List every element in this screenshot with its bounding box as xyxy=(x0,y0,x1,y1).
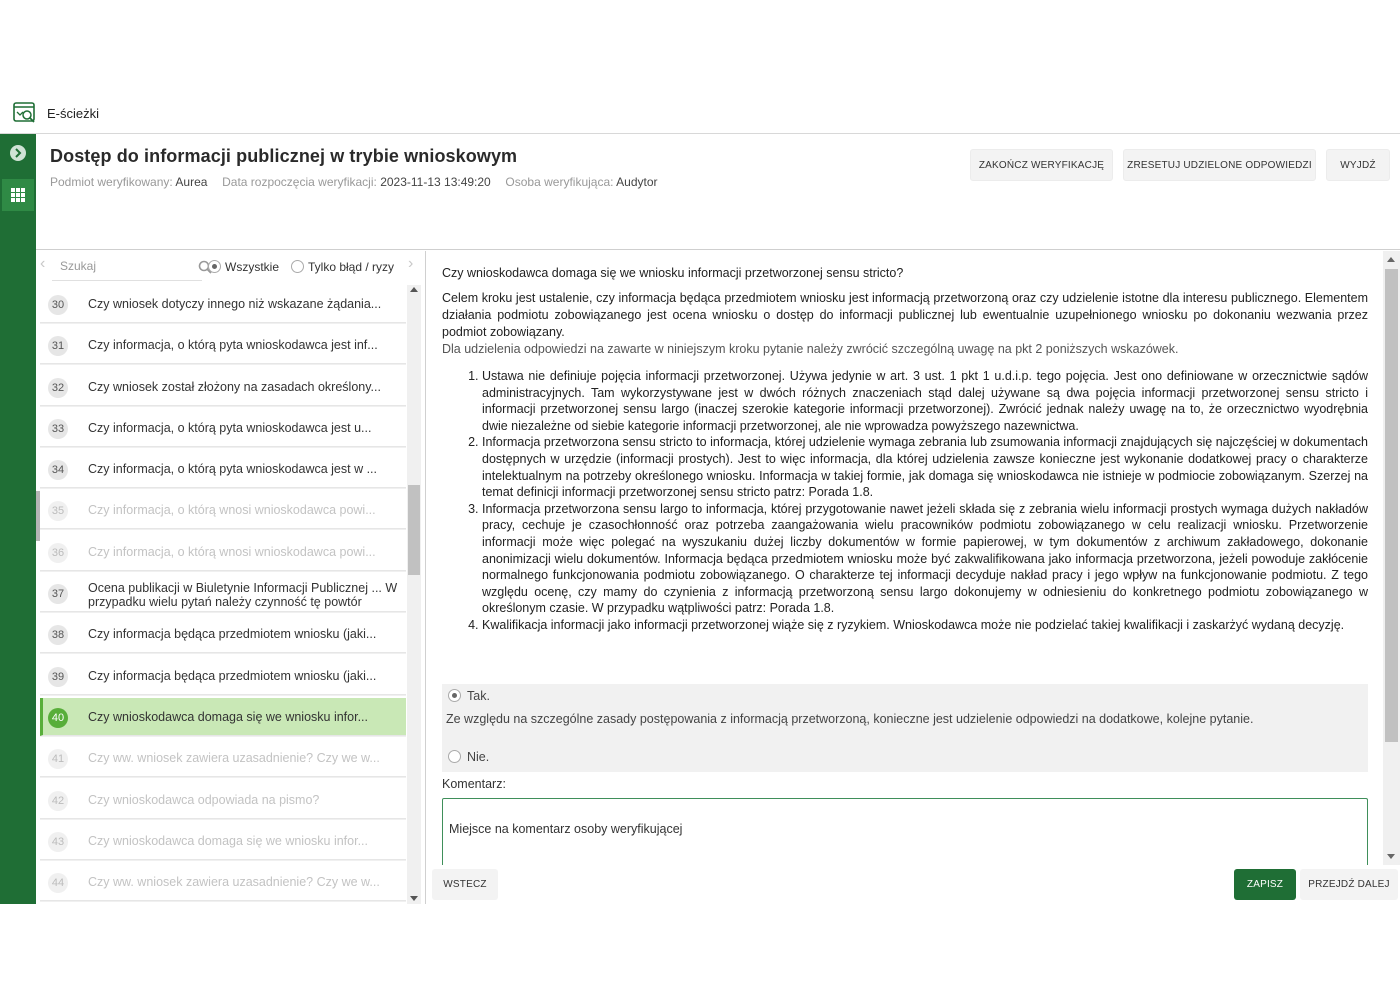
question-list-text: Czy informacja, o którą pyta wnioskodawca jest w ... xyxy=(88,462,378,477)
scroll-right-icon[interactable]: › xyxy=(408,255,414,272)
question-number-badge: 34 xyxy=(48,460,68,480)
page-title: Dostęp do informacji publicznej w trybie wnioskowym xyxy=(50,146,518,166)
question-list-item[interactable] xyxy=(40,368,406,406)
filter-errors-label: Tylko błąd / ryzy xyxy=(308,260,395,274)
question-intro: Celem kroku jest ustalenie, czy informacja będąca przedmiotem wniosku jest informacją przetworzoną oraz czy udzielenie istotne dla interesu publicznego. Elementem działania podmiotu zobowiązanego jest ocena wniosku o dostęp do informacji publicznej lub ewentualnie uzupełnionego wniosku po dokonaniu wezwania przez podmiot zobowiązany. xyxy=(442,291,1368,339)
filter-all-label: Wszystkie xyxy=(225,260,279,274)
answer-yes-label: Tak. xyxy=(467,689,490,703)
radio-unchecked-icon xyxy=(291,260,304,273)
question-number-badge: 37 xyxy=(48,584,68,604)
guidance-point: 3. Informacja przetworzona sensu largo to informacja, której przygotowanie nawet jeżeli składa się z zebrania wielu informacji prostych wymaga dużych nakładów pracy, cechuje je czasochłonność oraz potrzeba zaangażowania wielu pracowników podmiotu zobowiązanego w celu realizacji wniosku. Przetworzenie informacji może więc polegać na wyszukaniu dużej liczby dokumentów w formie papierowej, w tym dokumentów z archiwum zakładowego, dokonanie anonimizacji wielu dokumentów. Informacja będąca przedmiotem wniosku może być zakwalifikowana jako informacja przetworzona, jeżeli powoduje zakłócenie normalnego funkcjonowania podmiotu zobowiązanego. O charakterze tej informacji decyduje nakład pracy i jego wpływ na funkcjonowanie podmiotu. Z tego względu ocenę, czy mamy do czynienia z informacją przetworzoną sensu largo dokonujemy w odniesieniu do konkretnego podmiotu zobowiązanego w określonym czasie. W przypadku wątpliwości patrz: Porada 1.8. xyxy=(482,501,1368,617)
guidance-point: 1. Ustawa nie definiuje pojęcia informacji przetworzonej. Używa jedynie w art. 3 ust. 1 pkt 1 u.d.i.p. tego pojęcia. Jest ono definiowane w orzecznictwie sądów administracyjnych. Tam wykorzystywane jest w dwóch różnych znaczeniach stąd dalej używane są dwa pojęcia informacji przetworzonej sensu stricto i informacji przetworzonej sensu largo (inaczej szerokie kategorie informacji przetworzonej). Zwrócić jednak należy uwagę na to, że orzecznictwo wyodrębnia dwie niezależne od siebie kategorie informacji przetworzonej, ale nie wprowadza powyższego nazewnictwa. xyxy=(482,368,1368,434)
save-button[interactable]: ZAPISZ xyxy=(1234,869,1296,900)
apps-grid-button[interactable] xyxy=(2,179,34,211)
list-toolbar xyxy=(36,251,426,283)
question-number-badge: 35 xyxy=(48,501,68,521)
verification-meta xyxy=(50,175,658,189)
verifier-value: Audytor xyxy=(616,175,658,189)
question-list-text: Czy ww. wniosek zawiera uzasadnienie? Czy we w... xyxy=(88,875,380,890)
grid-icon xyxy=(11,188,25,202)
question-list-text: Czy wniosek został złożony na zasadach określony... xyxy=(88,379,381,394)
answer-options xyxy=(442,684,1368,772)
question-number-badge: 38 xyxy=(48,625,68,645)
page-header xyxy=(36,134,1400,250)
question-list-item[interactable] xyxy=(40,326,406,364)
comment-box xyxy=(442,798,1368,865)
question-list-text: Czy informacja, o którą pyta wnioskodawca jest inf... xyxy=(88,338,378,353)
scrollbar-thumb[interactable] xyxy=(408,485,420,575)
top-bar xyxy=(0,96,1400,134)
sidebar xyxy=(0,134,36,904)
question-list-text: Czy wnioskodawca domaga się we wniosku infor... xyxy=(88,833,368,848)
question-list-text: Czy wniosek dotyczy innego niż wskazane żądania... xyxy=(88,297,382,311)
answer-yes-explanation: Ze względu na szczególne zasady postępowania z informacją przetworzoną, konieczne jest udzielenie odpowiedzi na dodatkowe, kolejne pytanie. xyxy=(446,712,1254,726)
search-box xyxy=(52,253,202,281)
footer-actions xyxy=(428,865,1400,904)
content-scrollbar[interactable] xyxy=(1383,251,1400,865)
question-list-item[interactable] xyxy=(40,491,406,529)
question-list-item[interactable] xyxy=(40,450,406,488)
question-list-item[interactable] xyxy=(40,863,406,901)
scroll-up-icon[interactable] xyxy=(410,287,418,292)
question-list-item[interactable] xyxy=(40,698,406,736)
question-number-badge: 30 xyxy=(48,295,68,315)
question-list-text: Czy informacja, o którą pyta wnioskodawca jest u... xyxy=(88,420,372,435)
question-list-item[interactable] xyxy=(40,615,406,653)
next-button[interactable]: PRZEJDŹ DALEJ xyxy=(1300,869,1398,900)
question-title: Czy wnioskodawca domaga się we wniosku informacji przetworzonej sensu stricto? xyxy=(442,266,904,280)
scroll-left-icon[interactable]: ‹ xyxy=(40,255,46,272)
question-list-panel xyxy=(36,251,426,904)
collapse-sidebar-button[interactable] xyxy=(7,142,29,164)
back-button[interactable]: WSTECZ xyxy=(432,869,498,900)
verifier-label: Osoba weryfikująca: xyxy=(505,175,614,189)
question-list-item[interactable] xyxy=(40,533,406,571)
question-number-badge: 31 xyxy=(48,336,68,356)
question-list-text: Czy informacja będąca przedmiotem wniosku (jaki... xyxy=(88,627,377,642)
radio-unchecked-icon xyxy=(448,750,461,763)
scroll-down-icon[interactable] xyxy=(410,896,418,901)
filter-all-radio[interactable] xyxy=(208,260,279,274)
entity-label: Podmiot weryfikowany: xyxy=(50,175,173,189)
question-hint: Dla udzielenia odpowiedzi na zawarte w niniejszym kroku pytanie należy zwrócić szczególną uwagę na pkt 2 poniższych wskazówek. xyxy=(442,342,1179,356)
question-list-text: Czy wnioskodawca domaga się we wniosku infor... xyxy=(88,709,368,724)
answer-no-option[interactable] xyxy=(448,750,489,764)
question-number-badge: 44 xyxy=(48,873,68,893)
search-input[interactable] xyxy=(60,259,180,273)
question-number-badge: 36 xyxy=(48,543,68,563)
question-number-badge: 33 xyxy=(48,419,68,439)
question-list-text: Czy informacja będąca przedmiotem wniosku (jaki... xyxy=(88,668,377,683)
start-date-label: Data rozpoczęcia weryfikacji: xyxy=(222,175,377,189)
question-list-item[interactable] xyxy=(40,657,406,695)
comment-textarea[interactable] xyxy=(449,822,1349,852)
question-list-item[interactable] xyxy=(40,409,406,447)
question-content xyxy=(428,251,1400,865)
question-list-text: Czy ww. wniosek zawiera uzasadnienie? Czy we w... xyxy=(88,751,380,766)
scrollbar-thumb[interactable] xyxy=(1385,269,1398,742)
question-list-item[interactable] xyxy=(40,822,406,860)
question-list-text: Ocena publikacji w Biuletynie Informacji Publicznej ... W przypadku wielu pytań należy czynność tę powtór xyxy=(88,581,398,610)
question-number-badge: 42 xyxy=(48,791,68,811)
scroll-down-icon[interactable] xyxy=(1387,854,1395,859)
app-logo-icon xyxy=(12,100,38,126)
guidance-list xyxy=(482,368,1368,634)
chevron-right-circle-icon xyxy=(9,144,27,162)
question-list-item[interactable] xyxy=(40,739,406,777)
finish-verification-button[interactable]: ZAKOŃCZ WERYFIKACJĘ xyxy=(970,149,1113,181)
answer-yes-option[interactable] xyxy=(448,689,490,703)
question-list-item[interactable] xyxy=(40,574,406,612)
question-list-item[interactable] xyxy=(40,285,406,323)
comment-label: Komentarz: xyxy=(442,777,506,791)
entity-value: Aurea xyxy=(175,175,208,189)
question-number-badge: 39 xyxy=(48,667,68,687)
radio-checked-icon xyxy=(208,260,221,273)
question-list xyxy=(40,285,406,904)
guidance-point: 4. Kwalifikacja informacji jako informacji przetworzonej wiąże się z ryzykiem. Wnioskodawca może nie podzielać takiej kwalifikacji i zaskarżyć wydaną decyzję. xyxy=(482,617,1368,634)
filter-errors-radio[interactable] xyxy=(291,260,394,274)
question-list-text: Czy wnioskodawca odpowiada na pismo? xyxy=(88,792,320,807)
question-list-item[interactable] xyxy=(40,781,406,819)
question-number-badge: 32 xyxy=(48,378,68,398)
answer-no-label: Nie. xyxy=(467,750,490,764)
reset-answers-button[interactable]: ZRESETUJ UDZIELONE ODPOWIEDZI xyxy=(1123,149,1316,181)
list-scrollbar[interactable] xyxy=(407,285,421,904)
radio-checked-icon xyxy=(448,689,461,702)
question-number-badge: 43 xyxy=(48,832,68,852)
app-name: E-ścieżki xyxy=(47,106,100,121)
question-number-badge: 41 xyxy=(48,749,68,769)
start-date-value: 2023-11-13 13:49:20 xyxy=(380,175,491,189)
scroll-up-icon[interactable] xyxy=(1387,257,1395,262)
question-list-text: Czy informacja, o którą wnosi wnioskodawca powi... xyxy=(88,544,376,559)
exit-button[interactable]: WYJDŹ xyxy=(1326,149,1390,181)
question-number-badge: 40 xyxy=(48,708,68,728)
guidance-point: 2. Informacja przetworzona sensu stricto to informacja, której udzielenie wymaga zebrania lub zsumowania informacji znajdujących się najczęściej w dokumentach dostępnych w urzędzie (informacji prostych). Jest to więc informacja, dla której udzielenia zawsze konieczne jest wykonanie dodatkowej pracy o charakterze intelektualnym na potrzeby określonego wniosku. Informacja w takiej formie, jak domaga się wnioskodawca nie istnieje w podmiocie zobowiązanym. Szerzej na temat definicji informacji przetworzonej sensu stricto patrz: Porada 1.8. xyxy=(482,434,1368,500)
question-list-text: Czy informacja, o którą wnosi wnioskodawca powi... xyxy=(88,503,376,518)
